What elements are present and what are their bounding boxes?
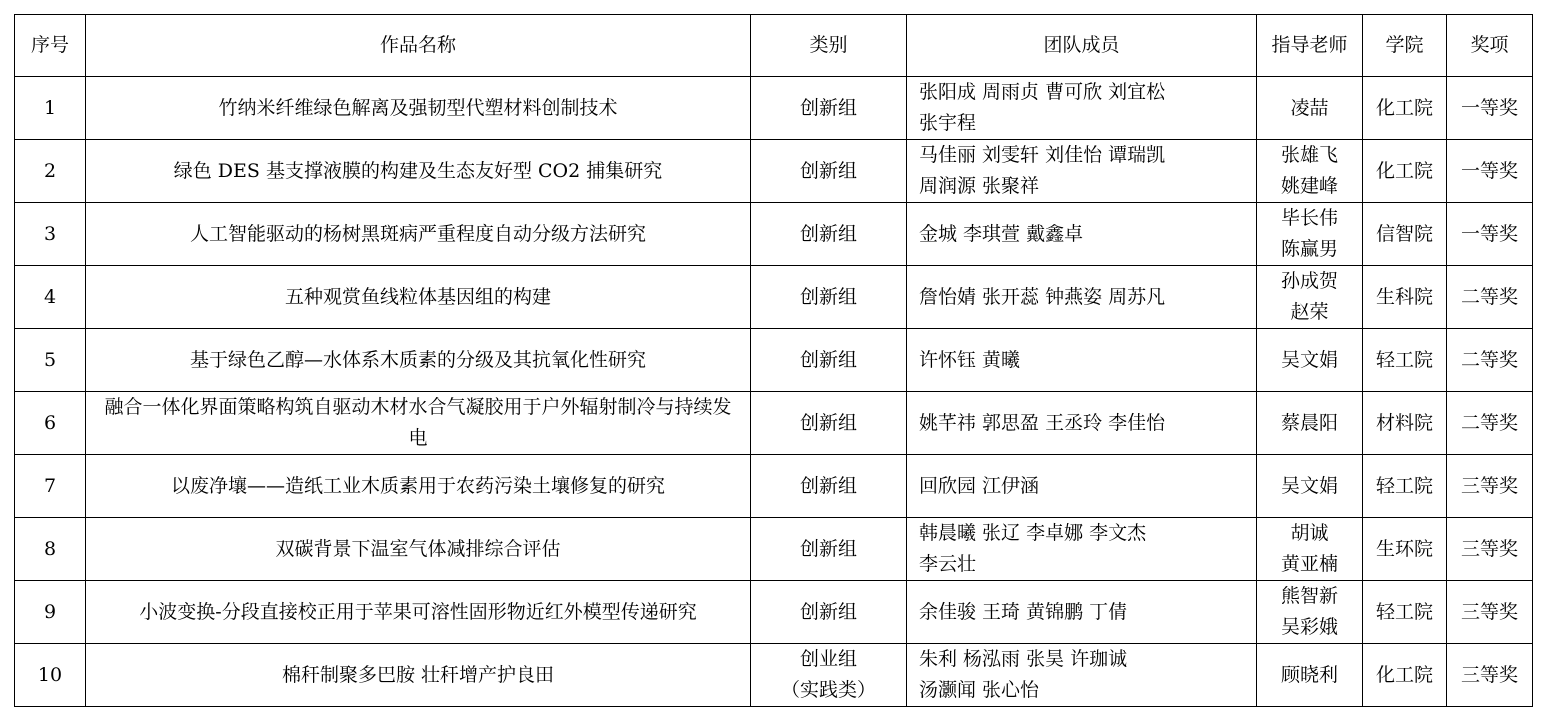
cell-advisor: 胡诚 黄亚楠 xyxy=(1257,518,1363,581)
cell-no: 8 xyxy=(15,518,86,581)
cell-advisor: 凌喆 xyxy=(1257,77,1363,140)
cell-title: 小波变换-分段直接校正用于苹果可溶性固形物近红外模型传递研究 xyxy=(86,581,751,644)
table-row xyxy=(15,392,1533,455)
cell-category: 创新组 xyxy=(751,203,907,266)
table-body xyxy=(15,77,1533,707)
cell-college: 信智院 xyxy=(1363,203,1447,266)
cell-advisor: 熊智新 吴彩娥 xyxy=(1257,581,1363,644)
cell-category: 创新组 xyxy=(751,140,907,203)
cell-college: 材料院 xyxy=(1363,392,1447,455)
header-college: 学院 xyxy=(1363,15,1447,77)
table-row xyxy=(15,455,1533,518)
cell-category: 创新组 xyxy=(751,392,907,455)
table-row xyxy=(15,203,1533,266)
cell-category: 创新组 xyxy=(751,518,907,581)
cell-members: 回欣园 江伊涵 xyxy=(907,455,1257,518)
table-row xyxy=(15,140,1533,203)
header-award: 奖项 xyxy=(1447,15,1533,77)
cell-no: 1 xyxy=(15,77,86,140)
cell-college: 轻工院 xyxy=(1363,581,1447,644)
cell-title: 人工智能驱动的杨树黑斑病严重程度自动分级方法研究 xyxy=(86,203,751,266)
cell-award: 一等奖 xyxy=(1447,203,1533,266)
cell-college: 生科院 xyxy=(1363,266,1447,329)
cell-no: 5 xyxy=(15,329,86,392)
table-row xyxy=(15,77,1533,140)
cell-award: 三等奖 xyxy=(1447,518,1533,581)
header-row xyxy=(15,15,1533,77)
cell-award: 二等奖 xyxy=(1447,329,1533,392)
cell-title: 双碳背景下温室气体减排综合评估 xyxy=(86,518,751,581)
cell-title: 竹纳米纤维绿色解离及强韧型代塑材料创制技术 xyxy=(86,77,751,140)
table-row xyxy=(15,518,1533,581)
table-row xyxy=(15,329,1533,392)
table-header xyxy=(15,15,1533,77)
cell-college: 化工院 xyxy=(1363,644,1447,707)
cell-no: 7 xyxy=(15,455,86,518)
cell-no: 6 xyxy=(15,392,86,455)
header-title: 作品名称 xyxy=(86,15,751,77)
cell-no: 2 xyxy=(15,140,86,203)
cell-no: 9 xyxy=(15,581,86,644)
cell-college: 化工院 xyxy=(1363,77,1447,140)
table-row xyxy=(15,644,1533,707)
header-no: 序号 xyxy=(15,15,86,77)
cell-members: 余佳骏 王琦 黄锦鹏 丁倩 xyxy=(907,581,1257,644)
cell-title: 融合一体化界面策略构筑自驱动木材水合气凝胶用于户外辐射制冷与持续发电 xyxy=(86,392,751,455)
cell-category: 创新组 xyxy=(751,77,907,140)
cell-award: 一等奖 xyxy=(1447,140,1533,203)
header-advisor: 指导老师 xyxy=(1257,15,1363,77)
cell-award: 二等奖 xyxy=(1447,392,1533,455)
table-row xyxy=(15,266,1533,329)
cell-no: 4 xyxy=(15,266,86,329)
cell-title: 五种观赏鱼线粒体基因组的构建 xyxy=(86,266,751,329)
cell-advisor: 吴文娟 xyxy=(1257,329,1363,392)
cell-college: 轻工院 xyxy=(1363,455,1447,518)
cell-no: 3 xyxy=(15,203,86,266)
cell-college: 轻工院 xyxy=(1363,329,1447,392)
cell-award: 三等奖 xyxy=(1447,455,1533,518)
cell-advisor: 顾晓利 xyxy=(1257,644,1363,707)
cell-members: 马佳丽 刘雯轩 刘佳怡 谭瑞凯 周润源 张聚祥 xyxy=(907,140,1257,203)
cell-award: 三等奖 xyxy=(1447,581,1533,644)
cell-advisor: 毕长伟 陈赢男 xyxy=(1257,203,1363,266)
awards-table xyxy=(14,14,1533,707)
cell-members: 韩晨曦 张辽 李卓娜 李文杰 李云壮 xyxy=(907,518,1257,581)
cell-category: 创新组 xyxy=(751,581,907,644)
cell-award: 三等奖 xyxy=(1447,644,1533,707)
cell-members: 姚芊祎 郭思盈 王丞玲 李佳怡 xyxy=(907,392,1257,455)
header-category: 类别 xyxy=(751,15,907,77)
cell-members: 朱利 杨泓雨 张昊 许珈诚 汤灏闻 张心怡 xyxy=(907,644,1257,707)
cell-title: 以废净壤——造纸工业木质素用于农药污染土壤修复的研究 xyxy=(86,455,751,518)
cell-advisor: 吴文娟 xyxy=(1257,455,1363,518)
cell-award: 一等奖 xyxy=(1447,77,1533,140)
cell-category: 创业组 （实践类） xyxy=(751,644,907,707)
cell-members: 张阳成 周雨贞 曹可欣 刘宜松 张宇程 xyxy=(907,77,1257,140)
header-members: 团队成员 xyxy=(907,15,1257,77)
cell-members: 许怀钰 黄曦 xyxy=(907,329,1257,392)
cell-college: 化工院 xyxy=(1363,140,1447,203)
cell-title: 基于绿色乙醇—水体系木质素的分级及其抗氧化性研究 xyxy=(86,329,751,392)
cell-category: 创新组 xyxy=(751,266,907,329)
cell-category: 创新组 xyxy=(751,455,907,518)
cell-no: 10 xyxy=(15,644,86,707)
cell-college: 生环院 xyxy=(1363,518,1447,581)
cell-category: 创新组 xyxy=(751,329,907,392)
cell-title: 绿色 DES 基支撑液膜的构建及生态友好型 CO2 捕集研究 xyxy=(86,140,751,203)
cell-members: 詹怡婧 张开蕊 钟燕姿 周苏凡 xyxy=(907,266,1257,329)
cell-title: 棉秆制聚多巴胺 壮秆增产护良田 xyxy=(86,644,751,707)
cell-advisor: 蔡晨阳 xyxy=(1257,392,1363,455)
cell-advisor: 张雄飞 姚建峰 xyxy=(1257,140,1363,203)
table-row xyxy=(15,581,1533,644)
cell-award: 二等奖 xyxy=(1447,266,1533,329)
cell-members: 金城 李琪萱 戴鑫卓 xyxy=(907,203,1257,266)
cell-advisor: 孙成贺 赵荣 xyxy=(1257,266,1363,329)
